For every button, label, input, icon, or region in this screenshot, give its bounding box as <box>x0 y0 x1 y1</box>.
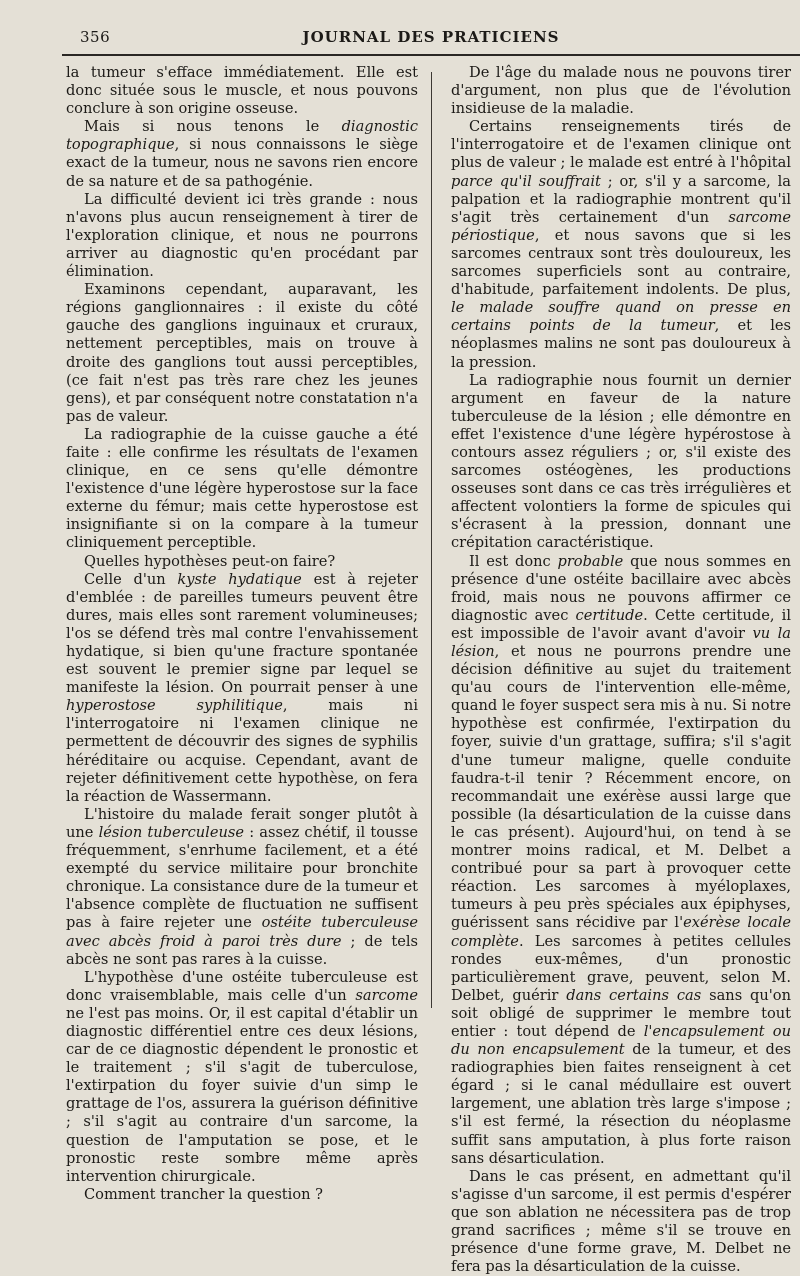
column-divider <box>431 72 432 1008</box>
page-header <box>66 28 796 50</box>
right-column <box>451 64 791 1276</box>
paragraph: Mais si nous tenons le diagnostic topographique, si nous connaissons le siège exact de la tumeur, nous ne savons rien encore de sa nature et de sa pathogénie. <box>66 118 418 190</box>
paragraph: la tumeur s'efface immédiatement. Elle est donc située sous le muscle, et nous pouvons conclure à son origine osseuse. <box>66 64 418 118</box>
paragraph: La radiographie nous fournit un dernier argument en faveur de la nature tuberculeuse de la lésion ; elle démontre en effet l'existence d'une légère hypérostose à contours assez réguliers ; or, s'il existe des sarcomes ostéogènes, les productions osseuses sont dans ce cas très irrégulières et affectent volontiers la forme de spicules qui s'écrasent à la pression, donnant une crépitation caractéristique. <box>451 371 791 552</box>
running-title: JOURNAL DES PRATICIENS <box>302 28 560 46</box>
paragraph: La difficulté devient ici très grande : nous n'avons plus aucun renseignement à tirer de l'exploration clinique, et nous ne pourrons arriver au diagnostic qu'en procédant par élimination. <box>66 190 418 281</box>
paragraph: La radiographie de la cuisse gauche a été faite : elle confirme les résultats de l'examen clinique, en ce sens qu'elle démontre l'existence d'une légère hyperostose sur la face externe du fémur; mais cette hyperostose est insignifiante si on la compare à la tumeur cliniquement perceptible. <box>66 425 418 552</box>
paragraph: Dans le cas présent, en admettant qu'il s'agisse d'un sarcome, il est permis d'espérer que son ablation ne nécessitera pas de trop grand sacrifices ; même s'il se trouve en présence d'une forme grave, M. Delbet ne fera pas la désarticulation de la cuisse. <box>451 1167 791 1276</box>
paragraph: Quelles hypothèses peut-on faire? <box>84 552 336 570</box>
paragraph: L'histoire du malade ferait songer plutôt à une lésion tuberculeuse : assez chétif, il tousse fréquemment, s'enrhume facilement, et a été exempté du service militaire pour bronchite chronique. La consistance dure de la tumeur et l'absence complète de fluctuation ne suffisent pas à faire rejeter une ostéite tuberculeuse avec abcès froid à paroi très dure ; de tels abcès ne sont pas rares à la cuisse. <box>66 805 418 968</box>
paragraph: L'hypothèse d'une ostéite tuberculeuse est donc vraisemblable, mais celle d'un sarcome ne l'est pas moins. Or, il est capital d'établir un diagnostic différentiel entre ces deux lésions, car de ce diagnostic dépendent le pronostic et le traitement ; s'il s'agit de tuberculose, l'extirpation du foyer suivie d'un simp le grattage de l'os, assurera la guérison définitive ; s'il s'agit au contraire d'un sarcome, la question de l'amputation se pose, et le pronostic reste sombre même après intervention chirurgicale. <box>66 968 418 1185</box>
paragraph: Il est donc probable que nous sommes en présence d'une ostéite bacillaire avec abcès froid, mais nous ne pouvons affirmer ce diagnostic avec certitude. Cette certitude, il est impossible de l'avoir avant d'avoir vu la lésion, et nous ne pourrons prendre une décision définitive au sujet du traitement qu'au cours de l'intervention elle-même, quand le foyer suspect sera mis à nu. Si notre hypothèse est confirmée, l'extirpation du foyer, suivie d'un grattage, suffira; s'il s'agit d'une tumeur maligne, quelle conduite faudra-t-il tenir ? Récemment encore, on recommandait une exérèse aussi large que possible (la désarticulation de la cuisse dans le cas présent). Aujourd'hui, on tend à se montrer moins radical, et M. Delbet a contribué pour sa part à provoquer cette réaction. Les sarcomes à myéloplaxes, tumeurs à peu près spéciales aux épiphyses, guérissent sans récidive par l'exérèse locale complète. Les sarcomes à petites cellules rondes eux-mêmes, d'un pronostic particulièrement grave, peuvent, selon M. Delbet, guérir dans certains cas sans qu'on soit obligé de supprimer le membre tout entier : tout dépend de l'encapsulement ou du non encapsulement de la tumeur, et des radiographies bien faites renseignent à cet égard ; si le canal médullaire est ouvert largement, une ablation très large s'impose ; s'il est fermé, la résection du néoplasme suffit sans amputation, à plus forte raison sans désarticulation. <box>451 552 792 1167</box>
paragraph: Certains renseignements tirés de l'interrogatoire et de l'examen clinique ont plus de valeur ; le malade est entré à l'hôpital parce qu'il souffrait ; or, s'il y a sarcome, la palpation et la radiographie montrent qu'il s'agit très certainement d'un sarcome périostique, et nous savons que si les sarcomes centraux sont très douloureux, les sarcomes superficiels sont au contraire, d'habitude, parfaitement indolents. De plus, le malade souffre quand on presse en certains points de la tumeur, et les néoplasmes malins ne sont pas douloureux à la pression. <box>451 118 792 371</box>
left-column <box>66 64 418 1204</box>
header-rule <box>62 54 800 56</box>
page-number: 356 <box>80 28 111 46</box>
paragraph: Comment trancher la question ? <box>84 1185 323 1203</box>
paragraph: Celle d'un kyste hydatique est à rejeter d'emblée : de pareilles tumeurs peuvent être dures, mais elles sont rarement volumineuses; l'os se défend très mal contre l'envahissement hydatique, si bien qu'une fracture spontanée est souvent le premier signe par lequel se manifeste la lésion. On pourrait penser à une hyperostose syphilitique, mais ni l'interrogatoire ni l'examen clinique ne permettent de découvrir des signes de syphilis héréditaire ou acquise. Cependant, avant de rejeter définitivement cette hypothèse, on fera la réaction de Wassermann. <box>66 570 418 805</box>
paragraph: Examinons cependant, auparavant, les régions ganglionnaires : il existe du côté gauche des ganglions inguinaux et cruraux, nettement perceptibles, mais on trouve à droite des ganglions tout aussi perceptibles, (ce fait n'est pas très rare chez les jeunes gens), et par conséquent notre constatation n'a pas de valeur. <box>66 281 418 425</box>
paragraph: De l'âge du malade nous ne pouvons tirer d'argument, non plus que de l'évolution insidieuse de la maladie. <box>451 64 791 118</box>
